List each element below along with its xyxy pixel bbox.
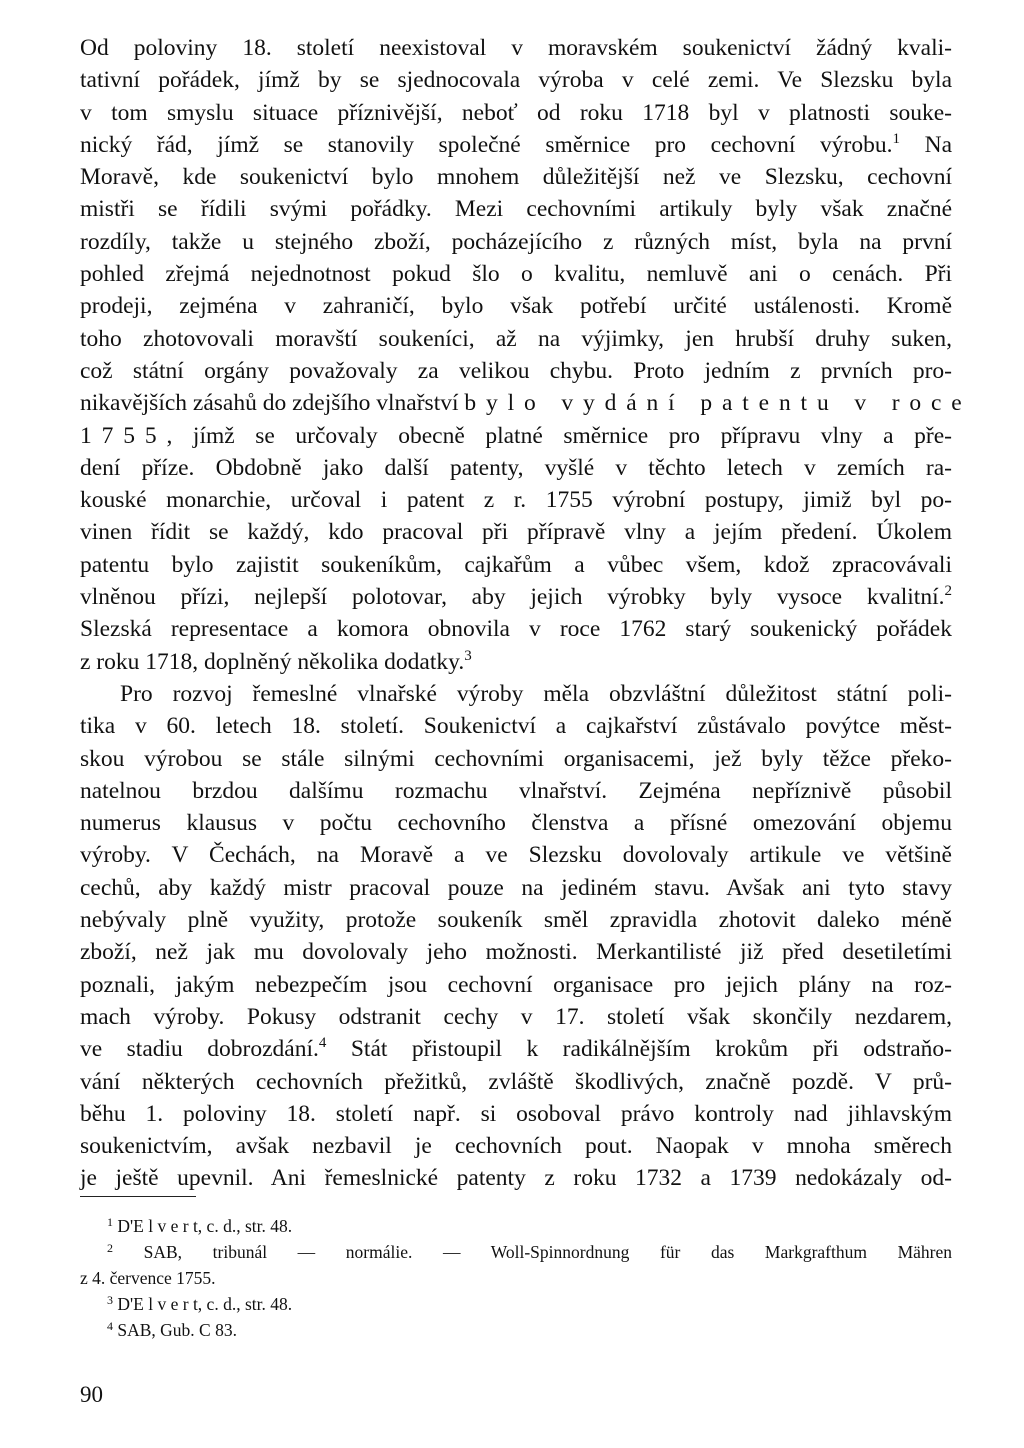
text-line: soukenictvím, avšak nezbavil je cechovních pout. Naopak v mnoha směrech [80,1133,952,1160]
text-line: vinen řídit se každý, kdo pracoval při přípravě vlny a jejím předení. Úkolem [80,519,952,546]
footnote-2 [80,1239,952,1265]
page-body [80,32,972,1195]
footnote-2-continued: z 4. července 1755. [80,1268,216,1288]
text-span: Stát přistoupil k radikálnějším krokům při odstraňo- [326,1036,952,1063]
text-line: Slezská representace a komora obnovila v roce 1762 starý soukenický pořádek [80,616,952,643]
footnote-1 [80,1213,952,1239]
text-line [80,1033,952,1065]
text-line: dení příze. Obdobně jako další patenty, vyšlé v těchto letech v zemích ra- [80,454,952,481]
text-line [80,387,972,419]
text-line: kouské monarchie, určoval i patent z r. 1755 výrobní postupy, jimiž byl po- [80,487,952,514]
text-line: cechů, aby každý mistr pracoval pouze na jediném stavu. Avšak ani tyto stavy [80,874,952,901]
paragraph-2 [80,678,952,1195]
text-span: vlněnou přízi, nejlepší polotovar, aby jejich výrobky byly vysoce kvalitní. [80,584,945,611]
text-line [80,129,952,161]
text-line: prodeji, zejména v zahraničí, bylo však potřebí určité ustálenosti. Kromě [80,293,952,320]
footnotes [80,1213,952,1343]
text-line: patentu bylo zajistit soukeníkům, cajkařům a vůbec všem, kdož zpracovávali [80,551,952,578]
text-line: je ještě upevnil. Ani řemeslnické patenty z roku 1732 a 1739 nedokázaly od- [80,1165,952,1192]
text-span: z roku 1718, doplněný několika dodatky. [80,648,465,675]
text-line: výroby. V Čechách, na Moravě a ve Slezsku dovolovaly artikule ve většině [80,842,952,869]
footnote-text: SAB, tribunál — normálie. — Woll-Spinnordnung für das Markgrafthum Mähren [143,1242,952,1262]
footnote-mark: 2 [107,1241,113,1255]
text-span: , jímž se určovaly obecně platné směrnice pro přípravu vlny a pře- [166,422,952,449]
text-line: Od poloviny 18. století neexistoval v moravském soukenictví žádný kvali- [80,35,952,61]
text-line: toho zhotovovali moravští soukeníci, až na výjimky, jen hrubší druhy suken, [80,325,952,352]
spaced-emphasis: 1755 [80,422,167,449]
footnote-ref-2: 2 [944,583,952,600]
footnote-ref-1: 1 [892,130,901,147]
text-span: nikavějších zásahů do zdejšího vlnařství [80,390,465,417]
text-span: ve stadiu dobrozdání. [80,1036,319,1063]
footnote-ref-3: 3 [464,647,472,664]
paragraph-1 [80,32,972,678]
text-line: nebývaly plně využity, protože soukeník směl zpravidla zhotovit daleko méně [80,907,952,934]
text-span: Na [900,131,953,158]
text-line: Moravě, kde soukenictví bylo mnohem důležitější než ve Slezsku, cechovní [80,164,952,191]
spaced-emphasis: bylo vydání patentu v roce [464,390,972,417]
footnote-mark: 3 [107,1293,113,1307]
footnote-ref-4: 4 [318,1035,327,1052]
footnote-divider [80,1196,196,1197]
text-line: pohled zřejmá nejednotnost pokud šlo o kvalitu, nemluvě ani o cenách. Při [80,261,952,288]
footnote-mark: 4 [107,1319,113,1333]
text-line: skou výrobou se stále silnými cechovními organisacemi, jež byly těžce překo- [80,745,952,772]
text-line: numerus klausus v počtu cechovního členstva a přísné omezování objemu [80,810,952,837]
text-line: zboží, než jak mu dovolovaly jeho možnosti. Merkantilisté již před desetiletími [80,939,952,966]
text-line: rozdíly, takže u stejného zboží, pocházejícího z různých míst, byla na první [80,228,952,255]
text-line: Pro rozvoj řemeslné vlnařské výroby měla obzvláštní důležitost státní poli- [120,680,952,707]
text-line [80,420,952,452]
page-number: 90 [80,1382,103,1407]
footnote-text: SAB, Gub. C 83. [117,1320,237,1340]
text-line: běhu 1. poloviny 18. století např. si osoboval právo kontroly nad jihlavským [80,1100,952,1127]
text-line: natelnou brzdou dalšímu rozmachu vlnařství. Zejména nepříznivě působil [80,777,952,804]
text-line: poznali, jakým nebezpečím jsou cechovní organisace pro jejich plány na roz- [80,971,952,998]
text-line: mach výroby. Pokusy odstranit cechy v 17. století však skončily nezdarem, [80,1003,952,1030]
footnote-mark: 1 [107,1215,113,1229]
footnote-3 [80,1291,952,1317]
footnote-text: D'E l v e r t, c. d., str. 48. [117,1294,293,1314]
footnote-text: D'E l v e r t, c. d., str. 48. [117,1216,293,1236]
text-line: vání některých cechovních přežitků, zvláště škodlivých, značně pozdě. V prů- [80,1068,952,1095]
footnote-4 [80,1317,952,1343]
text-line: v tom smyslu situace příznivější, neboť od roku 1718 byl v platnosti souke- [80,99,952,126]
text-line: mistři se řídili svými pořádky. Mezi cechovními artikuly byly však značné [80,196,952,223]
text-line [80,646,952,678]
text-line: tika v 60. letech 18. století. Soukenictví a cajkařství zůstávalo povýtce měst- [80,713,952,740]
text-span: nický řád, jímž se stanovily společné směrnice pro cechovní výrobu. [80,131,893,158]
text-line: což státní orgány považovaly za velikou chybu. Proto jedním z prvních pro- [80,357,952,384]
text-line [80,581,952,613]
text-line: tativní pořádek, jímž by se sjednocovala výroba v celé zemi. Ve Slezsku byla [80,67,952,94]
